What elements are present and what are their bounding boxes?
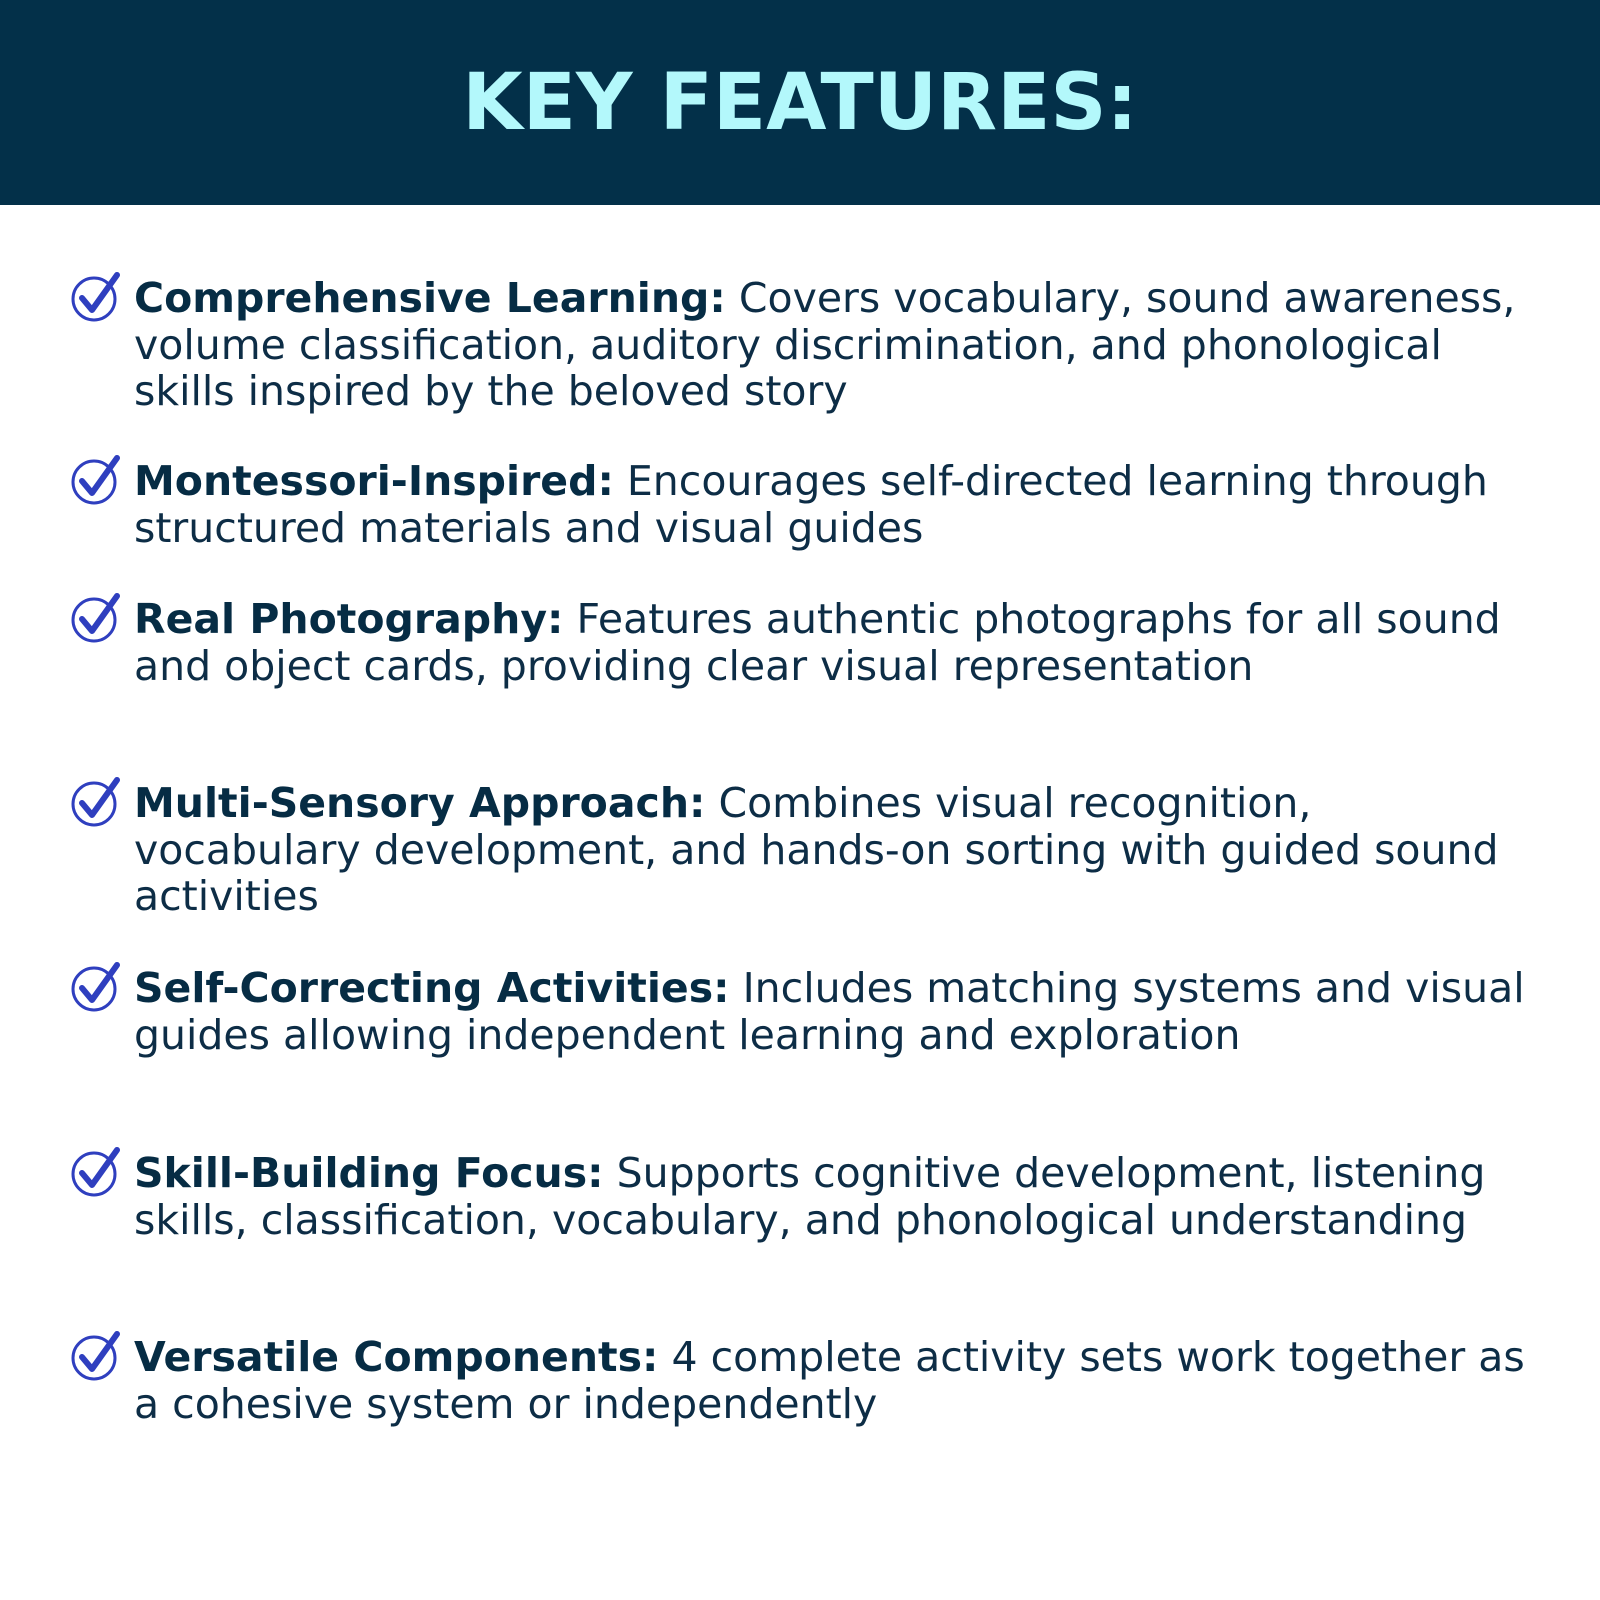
- header-banner: [0, 0, 1600, 205]
- feature-text: [134, 1150, 1539, 1243]
- feature-description: 4 complete activity sets work together as a cohesive system or independently: [134, 1333, 1525, 1428]
- feature-text: [134, 1334, 1539, 1427]
- feature-description: Combines visual recognition, vocabulary development, and hands-on sorting with guided sound activities: [134, 779, 1499, 920]
- page-title: KEY FEATURES:: [462, 57, 1138, 148]
- checkmark-circle-icon: [70, 961, 122, 1013]
- feature-description: Features authentic photographs for all sound and object cards, providing clear visual representation: [134, 595, 1501, 690]
- feature-text: [134, 965, 1539, 1058]
- feature-description: Encourages self-directed learning through structured materials and visual guides: [134, 457, 1488, 552]
- feature-title: Versatile Components:: [134, 1333, 659, 1381]
- checkmark-circle-icon: [70, 592, 122, 644]
- feature-title: Comprehensive Learning:: [134, 274, 726, 322]
- checkmark-circle-icon: [70, 454, 122, 506]
- feature-title: Skill-Building Focus:: [134, 1149, 604, 1197]
- feature-title: Multi-Sensory Approach:: [134, 779, 706, 827]
- checkmark-circle-icon: [70, 1330, 122, 1382]
- feature-text: [134, 458, 1539, 551]
- checkmark-circle-icon: [70, 271, 122, 323]
- feature-description: Includes matching systems and visual guides allowing independent learning and exploration: [134, 964, 1525, 1059]
- feature-title: Montessori-Inspired:: [134, 457, 614, 505]
- checkmark-circle-icon: [70, 776, 122, 828]
- feature-title: Self-Correcting Activities:: [134, 964, 730, 1012]
- feature-title: Real Photography:: [134, 595, 564, 643]
- feature-text: [134, 596, 1539, 689]
- checkmark-circle-icon: [70, 1146, 122, 1198]
- feature-description: Covers vocabulary, sound awareness, volume classification, auditory discrimination, and phonological skills inspired by the beloved story: [134, 274, 1516, 415]
- feature-text: [134, 780, 1539, 920]
- feature-text: [134, 275, 1539, 415]
- feature-description: Supports cognitive development, listening skills, classification, vocabulary, and phonological understanding: [134, 1149, 1486, 1244]
